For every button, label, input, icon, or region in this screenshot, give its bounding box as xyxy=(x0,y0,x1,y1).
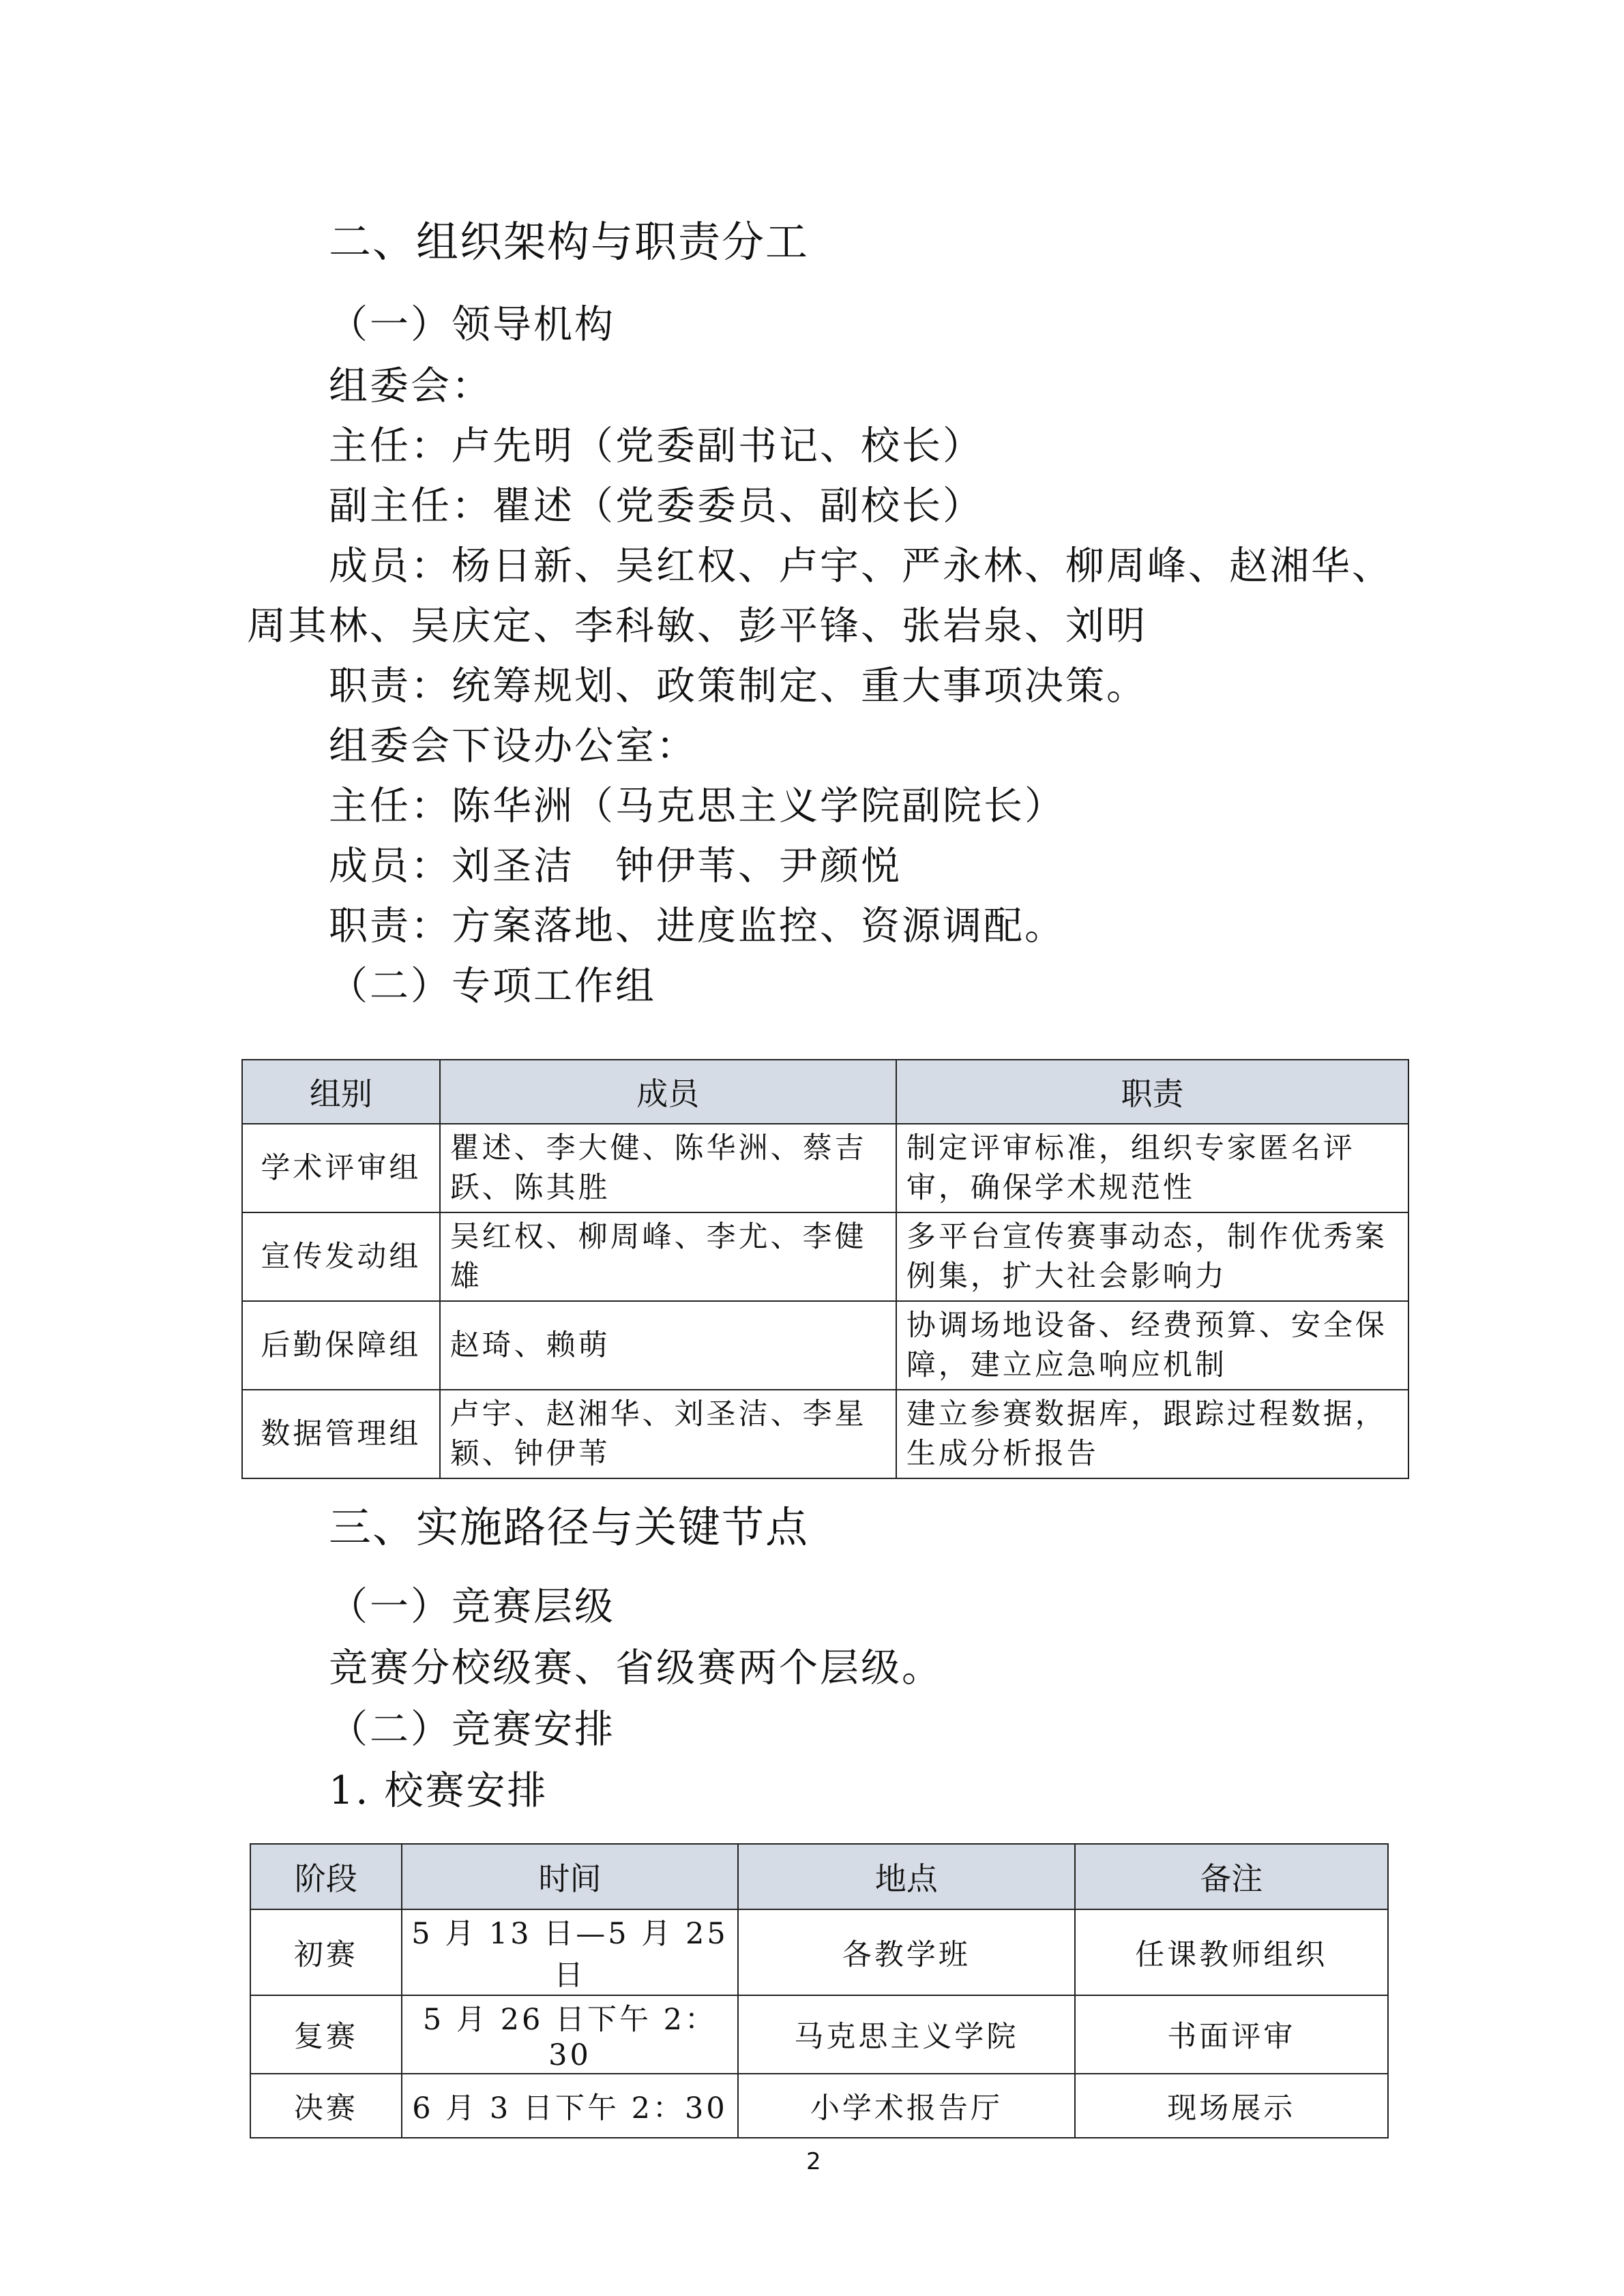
note-cell: 书面评审 xyxy=(1075,1995,1388,2074)
group-name: 后勤保障组 xyxy=(242,1301,440,1390)
header-time: 时间 xyxy=(402,1844,738,1909)
page-number: 2 xyxy=(806,2148,821,2175)
subsection-working-groups: （二）专项工作组 xyxy=(329,964,656,1009)
place-cell: 各教学班 xyxy=(738,1909,1074,1995)
table-row xyxy=(242,1301,1408,1390)
group-members: 瞿述、李大健、陈华洲、蔡吉跃、陈其胜 xyxy=(440,1124,896,1212)
group-members: 赵琦、赖萌 xyxy=(440,1301,896,1390)
time-cell: 6 月 3 日下午 2：30 xyxy=(402,2074,738,2138)
group-duty: 建立参赛数据库，跟踪过程数据，生成分析报告 xyxy=(896,1390,1408,1478)
table-row xyxy=(242,1390,1408,1478)
table-row xyxy=(242,1124,1408,1212)
office-director: 主任：陈华洲（马克思主义学院副院长） xyxy=(329,784,1065,829)
time-cell: 5 月 13 日—5 月 25 日 xyxy=(402,1909,738,1995)
school-round-title: 1. 校赛安排 xyxy=(329,1768,548,1813)
subsection-levels: （一）竞赛层级 xyxy=(329,1584,615,1629)
group-members: 吴红权、柳周峰、李尤、李健雄 xyxy=(440,1212,896,1301)
group-duty: 制定评审标准，组织专家匿名评审，确保学术规范性 xyxy=(896,1124,1408,1212)
office-label: 组委会下设办公室： xyxy=(329,724,697,769)
group-duty: 协调场地设备、经费预算、安全保障，建立应急响应机制 xyxy=(896,1301,1408,1390)
header-note: 备注 xyxy=(1075,1844,1388,1909)
time-cell: 5 月 26 日下午 2：30 xyxy=(402,1995,738,2074)
committee-director: 主任：卢先明（党委副书记、校长） xyxy=(329,423,984,468)
committee-label: 组委会： xyxy=(329,363,492,408)
table-row xyxy=(242,1212,1408,1301)
group-name: 宣传发动组 xyxy=(242,1212,440,1301)
subsection-leadership: （一）领导机构 xyxy=(329,302,615,347)
place-cell: 小学术报告厅 xyxy=(738,2074,1074,2138)
section-title-implementation: 三、实施路径与关键节点 xyxy=(329,1502,810,1552)
header-place: 地点 xyxy=(738,1844,1074,1909)
header-members: 成员 xyxy=(440,1060,896,1124)
levels-text: 竞赛分校级赛、省级赛两个层级。 xyxy=(329,1645,943,1690)
note-cell: 任课教师组织 xyxy=(1075,1909,1388,1995)
table-header-row xyxy=(250,1844,1388,1909)
office-duty: 职责：方案落地、进度监控、资源调配。 xyxy=(329,904,1065,949)
header-stage: 阶段 xyxy=(250,1844,402,1909)
committee-duty: 职责：统筹规划、政策制定、重大事项决策。 xyxy=(329,664,1147,709)
header-duty: 职责 xyxy=(896,1060,1408,1124)
subsection-arrangement: （二）竞赛安排 xyxy=(329,1707,615,1752)
section-title-org: 二、组织架构与职责分工 xyxy=(329,217,810,267)
stage-cell: 初赛 xyxy=(250,1909,402,1995)
table-row xyxy=(250,1909,1388,1995)
stage-cell: 决赛 xyxy=(250,2074,402,2138)
group-duty: 多平台宣传赛事动态，制作优秀案例集，扩大社会影响力 xyxy=(896,1212,1408,1301)
table-row xyxy=(250,2074,1388,2138)
note-cell: 现场展示 xyxy=(1075,2074,1388,2138)
group-name: 学术评审组 xyxy=(242,1124,440,1212)
committee-members-line1: 成员：杨日新、吴红权、卢宇、严永林、柳周峰、赵湘华、 xyxy=(329,543,1393,588)
schedule-table xyxy=(250,1843,1389,2138)
group-name: 数据管理组 xyxy=(242,1390,440,1478)
committee-vice-director: 副主任：瞿述（党委委员、副校长） xyxy=(329,483,984,528)
committee-members-line2: 周其林、吴庆定、李科敏、彭平锋、张岩泉、刘明 xyxy=(247,603,1147,648)
table-row xyxy=(250,1995,1388,2074)
header-group: 组别 xyxy=(242,1060,440,1124)
working-groups-table xyxy=(241,1059,1409,1479)
group-members: 卢宇、赵湘华、刘圣洁、李星颖、钟伊苇 xyxy=(440,1390,896,1478)
stage-cell: 复赛 xyxy=(250,1995,402,2074)
office-members: 成员：刘圣洁 钟伊苇、尹颜悦 xyxy=(329,844,902,889)
place-cell: 马克思主义学院 xyxy=(738,1995,1074,2074)
table-header-row xyxy=(242,1060,1408,1124)
